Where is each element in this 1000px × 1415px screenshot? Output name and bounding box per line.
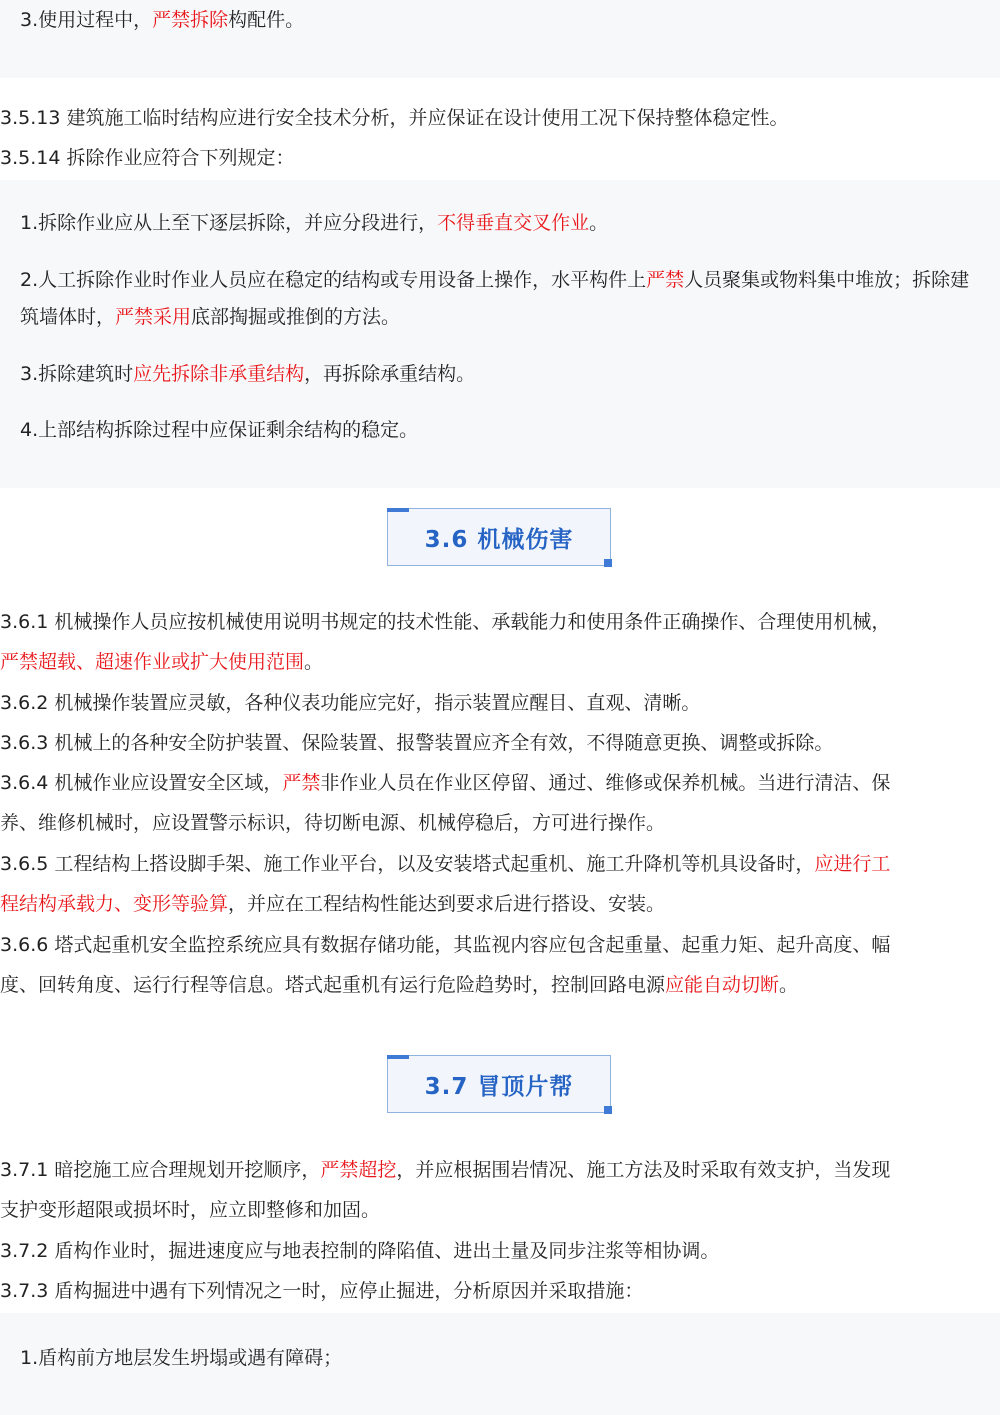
clause-3-6-5: 3.6.5 工程结构上搭设脚手架、施工作业平台，以及安装塔式起重机、施工升降机等机具设备时，应进行工 程结构承载力、变形等验算，并应在工程结构性能达到要求后进行搭设、安装。 <box>0 853 891 915</box>
clause-3-7-3: 3.7.3 盾构掘进中遇有下列情况之一时，应停止掘进，分析原因并采取措施： <box>0 1280 644 1302</box>
corner-accent <box>387 1055 409 1059</box>
clause-3-6-6: 3.6.6 塔式起重机安全监控系统应具有数据存储功能，其监视内容应包含起重量、起重力矩、起升高度、幅 度、回转角度、运行行程等信息。塔式起重机有运行危险趋势时，控制回路电源应能自动切断。 <box>0 934 891 996</box>
section-title: 3.6 机械伤害 <box>424 526 574 553</box>
clause-3-6-2: 3.6.2 机械操作装置应灵敏，各种仪表功能应完好，指示装置应醒目、直观、清晰。 <box>0 692 701 714</box>
section-heading-3-7 <box>387 1055 611 1113</box>
clause-3-6-4: 3.6.4 机械作业应设置安全区域，严禁非作业人员在作业区停留、通过、维修或保养机械。当进行清洁、保 养、维修机械时，应设置警示标识，待切断电源、机械停稳后，方可进行操作。 <box>0 772 891 834</box>
list-item: 2.人工拆除作业时作业人员应在稳定的结构或专用设备上操作，水平构件上严禁人员聚集或物料集中堆放；拆除建筑墙体时，严禁采用底部掏掘或推倒的方法。 <box>20 269 970 328</box>
clause-3-7-2: 3.7.2 盾构作业时，掘进速度应与地表控制的降陷值、进出土量及同步注浆等相协调。 <box>0 1240 720 1262</box>
corner-accent <box>387 508 409 512</box>
clause-3-6-3: 3.6.3 机械上的各种安全防护装置、保险装置、报警装置应齐全有效，不得随意更换、调整或拆除。 <box>0 732 834 754</box>
corner-accent <box>604 1106 612 1114</box>
list-item: 3.使用过程中，严禁拆除构配件。 <box>20 9 305 31</box>
corner-accent <box>604 559 612 567</box>
list-item: 3.拆除建筑时应先拆除非承重结构，再拆除承重结构。 <box>20 363 476 385</box>
section-heading-3-6 <box>387 508 611 566</box>
list-item: 4.上部结构拆除过程中应保证剩余结构的稳定。 <box>20 419 419 441</box>
list-item: 1.盾构前方地层发生坍塌或遇有障碍； <box>20 1347 343 1369</box>
clause-3-5-14: 3.5.14 拆除作业应符合下列规定： <box>0 147 295 169</box>
clause-3-5-13: 3.5.13 建筑施工临时结构应进行安全技术分析，并应保证在设计使用工况下保持整体稳定性。 <box>0 107 789 129</box>
clause-3-6-1: 3.6.1 机械操作人员应按机械使用说明书规定的技术性能、承载能力和使用条件正确操作、合理使用机械， 严禁超载、超速作业或扩大使用范围。 <box>0 611 891 673</box>
section-title: 3.7 冒顶片帮 <box>424 1073 574 1100</box>
clause-3-7-1: 3.7.1 暗挖施工应合理规划开挖顺序，严禁超挖，并应根据围岩情况、施工方法及时采取有效支护，当发现 支护变形超限或损坏时，应立即整修和加固。 <box>0 1159 891 1221</box>
list-item: 1.拆除作业应从上至下逐层拆除，并应分段进行，不得垂直交叉作业。 <box>20 212 609 234</box>
